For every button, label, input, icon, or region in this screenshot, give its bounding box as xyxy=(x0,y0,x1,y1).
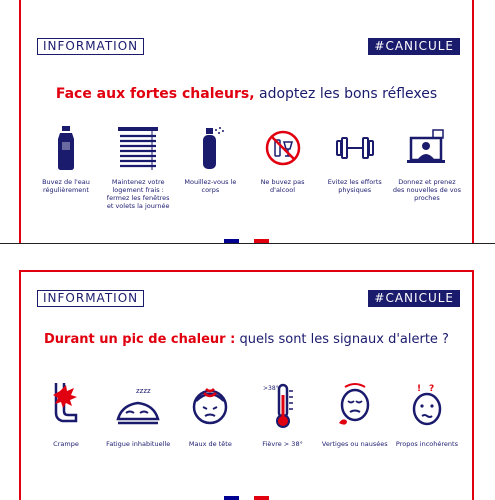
warning-icons xyxy=(31,376,462,448)
advice-item xyxy=(175,124,245,210)
advice-item xyxy=(103,124,173,210)
warning-item xyxy=(103,376,173,448)
information-tag: INFORMATION xyxy=(37,290,144,307)
heat-warning-signs-panel xyxy=(19,270,474,500)
warning-item xyxy=(175,376,245,448)
section-divider xyxy=(0,243,495,244)
advice-item xyxy=(248,124,318,210)
video-call-icon xyxy=(403,124,451,172)
svg-text:>38°: >38° xyxy=(262,385,279,392)
warning-item xyxy=(248,376,318,448)
advice-caption: Donnez et prenez des nouvelles de vos proches xyxy=(392,178,461,202)
leg-cramp-icon xyxy=(42,376,90,434)
panel-title xyxy=(21,86,472,102)
panel-title xyxy=(21,332,472,347)
dizzy-face-icon xyxy=(331,376,379,434)
warning-caption: Fièvre > 38° xyxy=(262,440,303,448)
information-tag: INFORMATION xyxy=(37,38,144,55)
advice-caption: Buvez de l'eau régulièrement xyxy=(42,178,90,194)
advice-caption: Mouillez-vous le corps xyxy=(184,178,237,194)
spray-bottle-icon xyxy=(186,124,234,172)
thermometer-icon xyxy=(259,376,307,434)
warning-item xyxy=(31,376,101,448)
french-flag-stripe xyxy=(224,239,270,243)
warning-caption: Fatigue inhabituelle xyxy=(106,440,171,448)
confused-face-icon xyxy=(403,376,451,434)
advice-item xyxy=(392,124,462,210)
window-blinds-icon xyxy=(114,124,162,172)
warning-caption: Propos incohérents xyxy=(395,440,458,448)
advice-item xyxy=(320,124,390,210)
advice-icons xyxy=(31,124,462,210)
water-bottle-icon xyxy=(42,124,90,172)
svg-text:zzzz: zzzz xyxy=(136,387,151,395)
french-flag-stripe xyxy=(224,496,270,500)
dumbbell-icon xyxy=(331,124,379,172)
advice-caption: Ne buvez pas d'alcool xyxy=(260,178,305,194)
heat-advice-panel xyxy=(19,0,474,243)
warning-caption: Crampe xyxy=(53,440,79,448)
warning-caption: Maux de tête xyxy=(188,440,232,448)
warning-item xyxy=(392,376,462,448)
svg-text:?: ? xyxy=(428,384,435,394)
advice-caption: Evitez les efforts physiques xyxy=(327,178,382,194)
svg-text:!: ! xyxy=(416,384,422,394)
title-rest: adoptez les bons réflexes xyxy=(254,86,438,102)
fatigue-icon xyxy=(114,376,162,434)
canicule-hashtag: #CANICULE xyxy=(368,38,460,55)
title-bold: Face aux fortes chaleurs, xyxy=(55,86,255,102)
warning-caption: Vertiges ou nausées xyxy=(321,440,388,448)
advice-item xyxy=(31,124,101,210)
title-bold: Durant un pic de chaleur : xyxy=(44,332,236,347)
title-rest: quels sont les signaux d'alerte ? xyxy=(235,332,449,347)
no-alcohol-icon xyxy=(259,124,307,172)
canicule-hashtag: #CANICULE xyxy=(368,290,460,307)
headache-icon xyxy=(186,376,234,434)
warning-item xyxy=(320,376,390,448)
advice-caption: Maintenez votre logement frais : fermez les fenêtres et volets la journée xyxy=(106,178,170,210)
